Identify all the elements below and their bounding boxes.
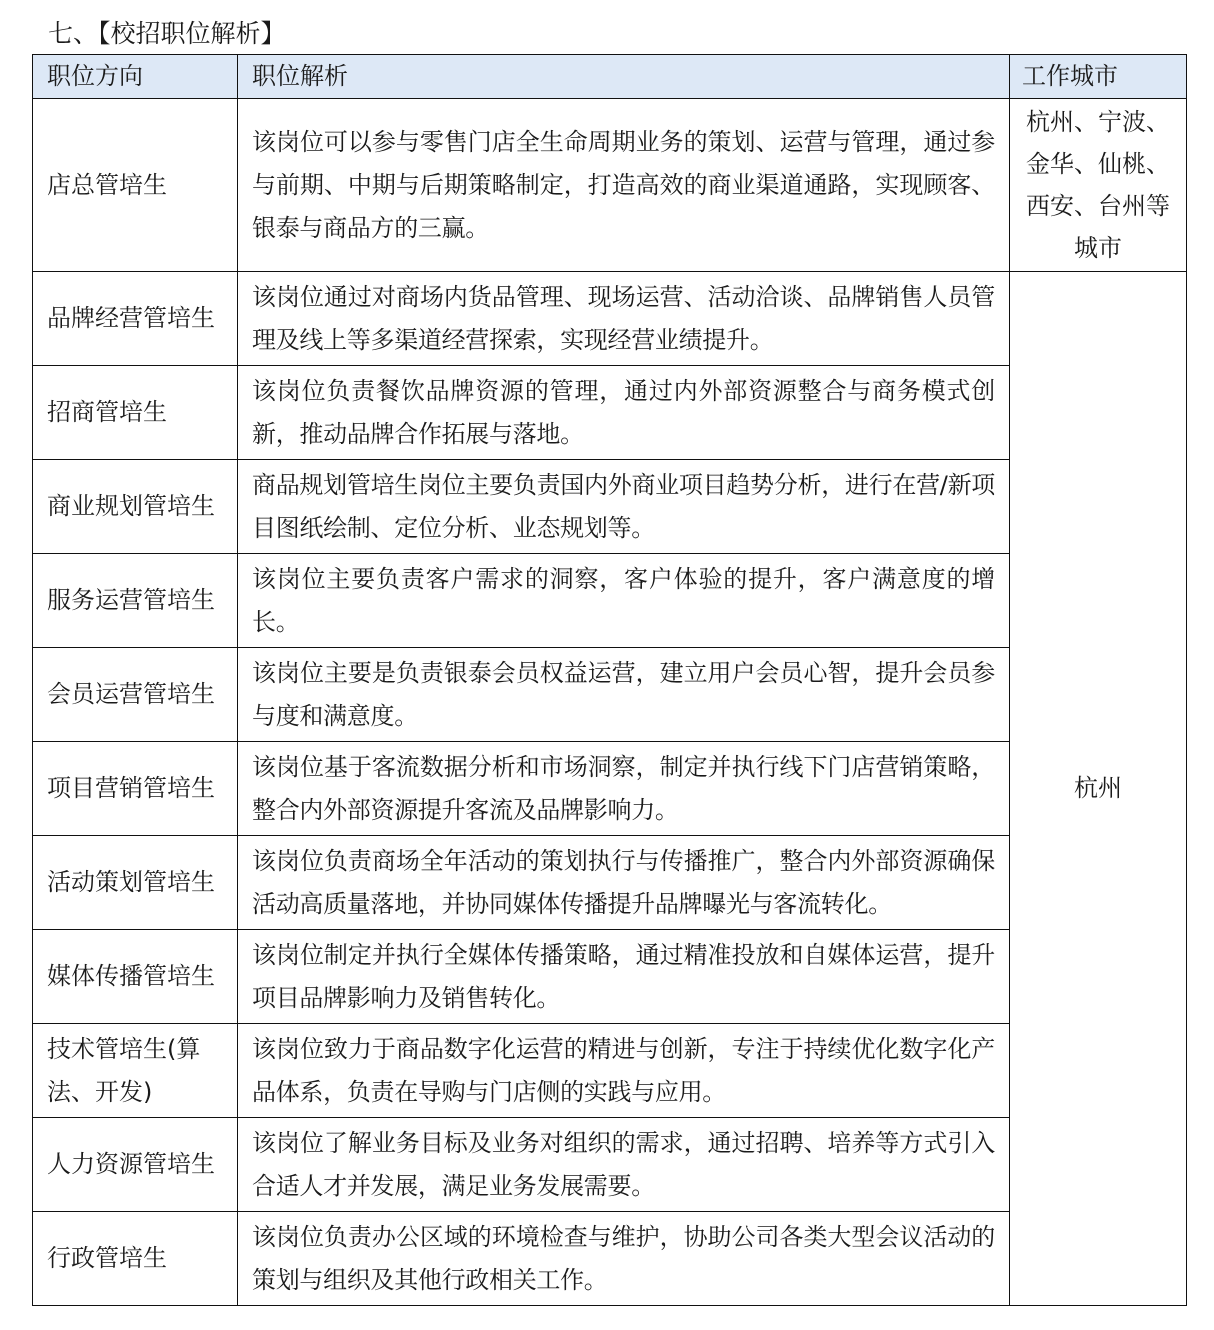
header-direction: 职位方向 (33, 55, 238, 99)
position-description: 该岗位致力于商品数字化运营的精进与创新，专注于持续优化数字化产品体系，负责在导购与门店侧的实践与应用。 (238, 1024, 1010, 1118)
position-description: 该岗位可以参与零售门店全生命周期业务的策划、运营与管理，通过参与前期、中期与后期策略制定，打造高效的商业渠道通路，实现顾客、银泰与商品方的三赢。 (238, 99, 1010, 272)
section-title: 七、【校招职位解析】 (48, 19, 286, 48)
table-row (33, 99, 1187, 272)
job-positions-table (32, 54, 1187, 1306)
position-name: 项目营销管培生 (33, 742, 238, 836)
position-description: 该岗位负责办公区域的环境检查与维护，协助公司各类大型会议活动的策划与组织及其他行政相关工作。 (238, 1212, 1010, 1306)
header-city: 工作城市 (1010, 55, 1187, 99)
position-name: 服务运营管培生 (33, 554, 238, 648)
position-name: 媒体传播管培生 (33, 930, 238, 1024)
position-description: 该岗位通过对商场内货品管理、现场运营、活动洽谈、品牌销售人员管理及线上等多渠道经营探索，实现经营业绩提升。 (238, 272, 1010, 366)
work-city: 杭州、宁波、金华、仙桃、西安、台州等城市 (1010, 99, 1187, 272)
table-row (33, 272, 1187, 366)
header-analysis: 职位解析 (238, 55, 1010, 99)
position-name: 商业规划管培生 (33, 460, 238, 554)
position-name: 店总管培生 (33, 99, 238, 272)
position-description: 该岗位了解业务目标及业务对组织的需求，通过招聘、培养等方式引入合适人才并发展，满足业务发展需要。 (238, 1118, 1010, 1212)
position-description: 该岗位负责商场全年活动的策划执行与传播推广，整合内外部资源确保活动高质量落地，并协同媒体传播提升品牌曝光与客流转化。 (238, 836, 1010, 930)
position-description: 商品规划管培生岗位主要负责国内外商业项目趋势分析，进行在营/新项目图纸绘制、定位分析、业态规划等。 (238, 460, 1010, 554)
position-description: 该岗位负责餐饮品牌资源的管理，通过内外部资源整合与商务模式创新，推动品牌合作拓展与落地。 (238, 366, 1010, 460)
position-name: 会员运营管培生 (33, 648, 238, 742)
position-name: 技术管培生(算法、开发) (33, 1024, 238, 1118)
position-name: 行政管培生 (33, 1212, 238, 1306)
position-name: 人力资源管培生 (33, 1118, 238, 1212)
position-name: 招商管培生 (33, 366, 238, 460)
work-city-shared: 杭州 (1010, 272, 1187, 1306)
table-header-row (33, 55, 1187, 99)
position-description: 该岗位主要负责客户需求的洞察，客户体验的提升，客户满意度的增长。 (238, 554, 1010, 648)
position-name: 品牌经营管培生 (33, 272, 238, 366)
position-description: 该岗位基于客流数据分析和市场洞察，制定并执行线下门店营销策略，整合内外部资源提升客流及品牌影响力。 (238, 742, 1010, 836)
position-description: 该岗位主要是负责银泰会员权益运营，建立用户会员心智，提升会员参与度和满意度。 (238, 648, 1010, 742)
position-name: 活动策划管培生 (33, 836, 238, 930)
position-description: 该岗位制定并执行全媒体传播策略，通过精准投放和自媒体运营，提升项目品牌影响力及销售转化。 (238, 930, 1010, 1024)
